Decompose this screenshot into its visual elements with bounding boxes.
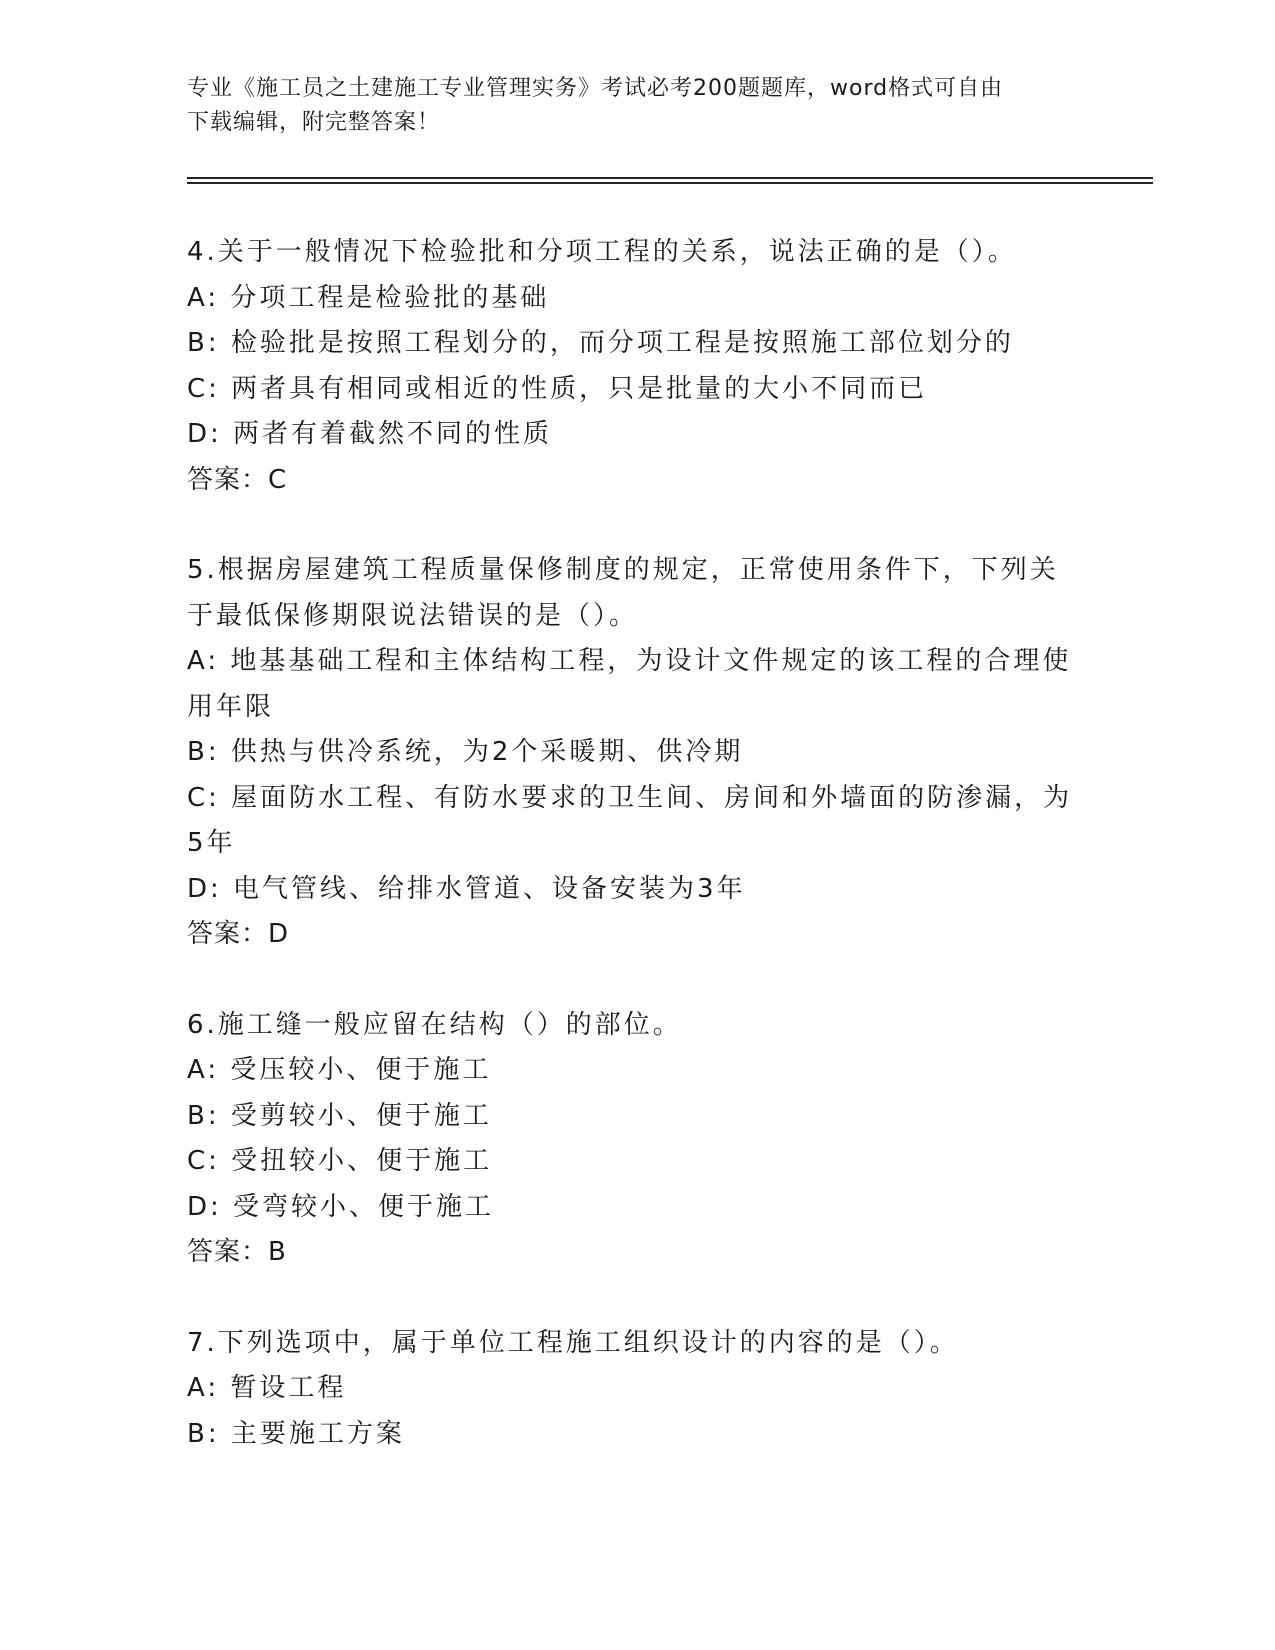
option-a: A: 暂设工程 xyxy=(187,1373,347,1403)
question-7 xyxy=(187,1321,1087,1458)
question-6 xyxy=(187,1003,1087,1276)
option-b: B: 受剪较小、便于施工 xyxy=(187,1100,492,1131)
option-c: C: 两者具有相同或相近的性质，只是批量的大小不同而已 xyxy=(187,373,928,404)
question-list xyxy=(187,230,1087,1502)
option-a: A: 分项工程是检验批的基础 xyxy=(187,282,550,313)
option-b: B: 供热与供冷系统，为2个采暖期、供冷期 xyxy=(187,737,744,767)
option-a: A: 受压较小、便于施工 xyxy=(187,1055,492,1085)
option-d: D: 受弯较小、便于施工 xyxy=(187,1191,495,1222)
question-5 xyxy=(187,548,1087,958)
option-d: D: 两者有着截然不同的性质 xyxy=(187,419,553,449)
question-stem: 5.根据房屋建筑工程质量保修制度的规定，正常使用条件下，下列关于最低保修期限说法错误的是（）。 xyxy=(187,555,1059,631)
option-c: C: 屋面防水工程、有防水要求的卫生间、房间和外墙面的防渗漏，为5年 xyxy=(187,782,1073,858)
option-a: A: 地基基础工程和主体结构工程，为设计文件规定的该工程的合理使用年限 xyxy=(187,646,1072,722)
header-title-line-1: 专业《施工员之土建施工专业管理实务》考试必考200题题库，word格式可自由 xyxy=(187,76,1004,101)
answer-label: 答案：D xyxy=(187,919,290,949)
header-divider-bottom xyxy=(187,182,1153,184)
answer-label: 答案：C xyxy=(187,464,288,495)
question-stem: 6.施工缝一般应留在结构（）的部位。 xyxy=(187,1009,682,1040)
header-title-line-2: 下载编辑，附完整答案！ xyxy=(187,110,441,135)
question-stem: 7.下列选项中，属于单位工程施工组织设计的内容的是（）。 xyxy=(187,1327,959,1358)
document-header xyxy=(187,72,1067,140)
option-d: D: 电气管线、给排水管道、设备安装为3年 xyxy=(187,873,746,904)
question-stem: 4.关于一般情况下检验批和分项工程的关系，说法正确的是（）。 xyxy=(187,237,1017,267)
answer-label: 答案：B xyxy=(187,1237,287,1267)
option-b: B: 主要施工方案 xyxy=(187,1418,405,1449)
header-divider-top xyxy=(187,177,1153,179)
option-c: C: 受扭较小、便于施工 xyxy=(187,1146,493,1176)
option-b: B: 检验批是按照工程划分的，而分项工程是按照施工部位划分的 xyxy=(187,328,1014,358)
question-4 xyxy=(187,230,1087,503)
